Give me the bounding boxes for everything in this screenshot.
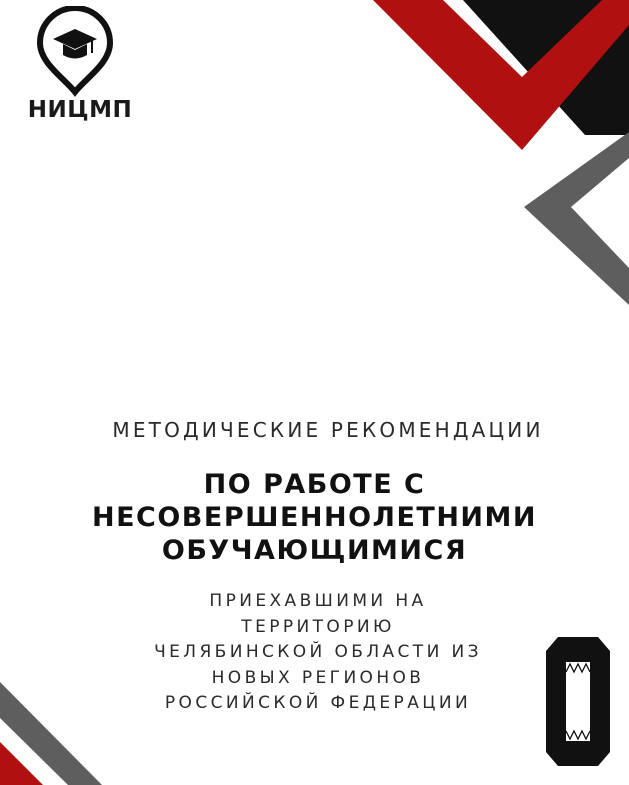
document-title: [0, 468, 629, 567]
logo-text: НИЦМП: [27, 97, 133, 123]
title-line: ПО РАБОТЕ С: [203, 469, 426, 500]
title-line: ОБУЧАЮЩИМИСЯ: [161, 535, 468, 566]
description-line: ТЕРРИТОРИЮ: [241, 616, 395, 637]
graduation-cap-map-pin-icon: [20, 6, 140, 101]
description-line: НОВЫХ РЕГИОНОВ: [211, 667, 425, 688]
document-subtitle: МЕТОДИЧЕСКИЕ РЕКОМЕНДАЦИИ: [112, 418, 544, 442]
description-line: РОССИЙСКОЙ ФЕДЕРАЦИИ: [164, 693, 472, 713]
right-gray-chevron: [524, 132, 629, 305]
logo: [20, 6, 140, 121]
description-line: ЧЕЛЯБИНСКОЙ ОБЛАСТИ ИЗ: [154, 642, 482, 662]
description-line: ПРИЕХАВШИМИ НА: [209, 591, 427, 611]
document-description: [0, 589, 629, 717]
title-line: НЕСОВЕРШЕННОЛЕТНИМИ: [91, 502, 537, 533]
